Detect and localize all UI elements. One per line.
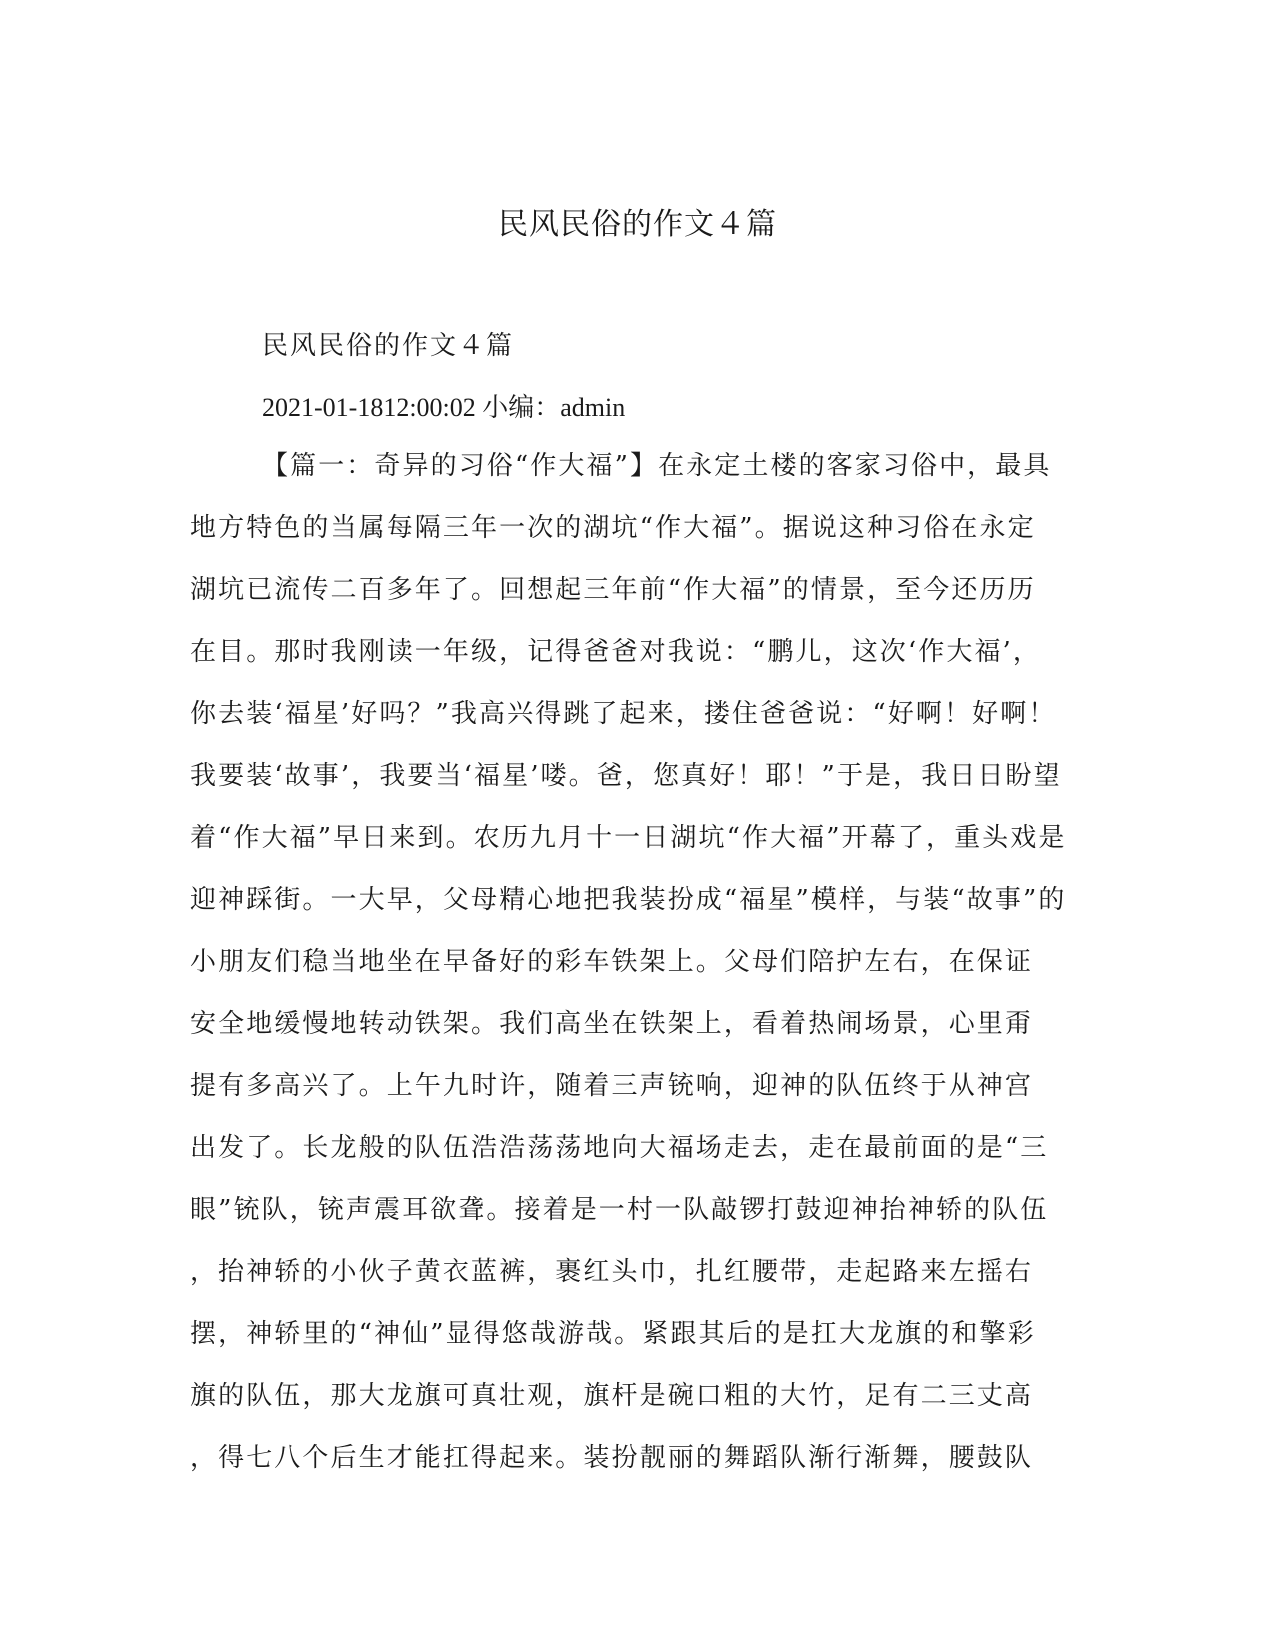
body-line: 摆，神轿里的“神仙”显得悠哉游哉。紧跟其后的是扛大龙旗的和擎彩 bbox=[190, 1319, 1036, 1349]
body-line: 出发了。长龙般的队伍浩浩荡荡地向大福场走去，走在最前面的是“三 bbox=[190, 1133, 1049, 1163]
article-subtitle: 民风民俗的作文４篇 bbox=[262, 331, 515, 361]
body-line: ，抬神轿的小伙子黄衣蓝裤，裹红头巾，扎红腰带，走起路来左摇右 bbox=[190, 1257, 1034, 1287]
body-line: 迎神踩街。一大早，父母精心地把我装扮成“福星”模样，与装“故事”的 bbox=[190, 885, 1067, 915]
body-line: 【篇一：奇异的习俗“作大福”】在永定土楼的客家习俗中，最具 bbox=[262, 451, 1052, 481]
body-line: 提有多高兴了。上午九时许，随着三声铳响，迎神的队伍终于从神宫 bbox=[190, 1071, 1034, 1101]
body-line: 安全地缓慢地转动铁架。我们高坐在铁架上，看着热闹场景，心里甭 bbox=[190, 1009, 1034, 1039]
body-line: 在目。那时我刚读一年级，记得爸爸对我说：“鹏儿，这次‘作大福’， bbox=[190, 637, 1042, 667]
document-title: 民风民俗的作文４篇 bbox=[498, 207, 777, 242]
article-body bbox=[190, 448, 1090, 1502]
body-line: 眼”铳队，铳声震耳欲聋。接着是一村一队敲锣打鼓迎神抬神轿的队伍 bbox=[190, 1195, 1049, 1225]
body-line: 地方特色的当属每隔三年一次的湖坑“作大福”。据说这种习俗在永定 bbox=[190, 513, 1036, 543]
body-line: 小朋友们稳当地坐在早备好的彩车铁架上。父母们陪护左右，在保证 bbox=[190, 947, 1034, 977]
body-line: 旗的队伍，那大龙旗可真壮观，旗杆是碗口粗的大竹，足有二三丈高 bbox=[190, 1381, 1034, 1411]
body-line: 你去装‘福星’好吗？”我高兴得跳了起来，搂住爸爸说：“好啊！好啊！ bbox=[190, 699, 1057, 729]
body-line: 我要装‘故事’，我要当‘福星’喽。爸，您真好！耶！”于是，我日日盼望 bbox=[190, 761, 1062, 791]
article-meta: 2021-01-1812:00:02 小编：admin bbox=[262, 393, 626, 422]
body-line: ，得七八个后生才能扛得起来。装扮靓丽的舞蹈队渐行渐舞，腰鼓队 bbox=[190, 1443, 1034, 1473]
body-line: 湖坑已流传二百多年了。回想起三年前“作大福”的情景，至今还历历 bbox=[190, 575, 1036, 605]
body-line: 着“作大福”早日来到。农历九月十一日湖坑“作大福”开幕了，重头戏是 bbox=[190, 823, 1067, 853]
